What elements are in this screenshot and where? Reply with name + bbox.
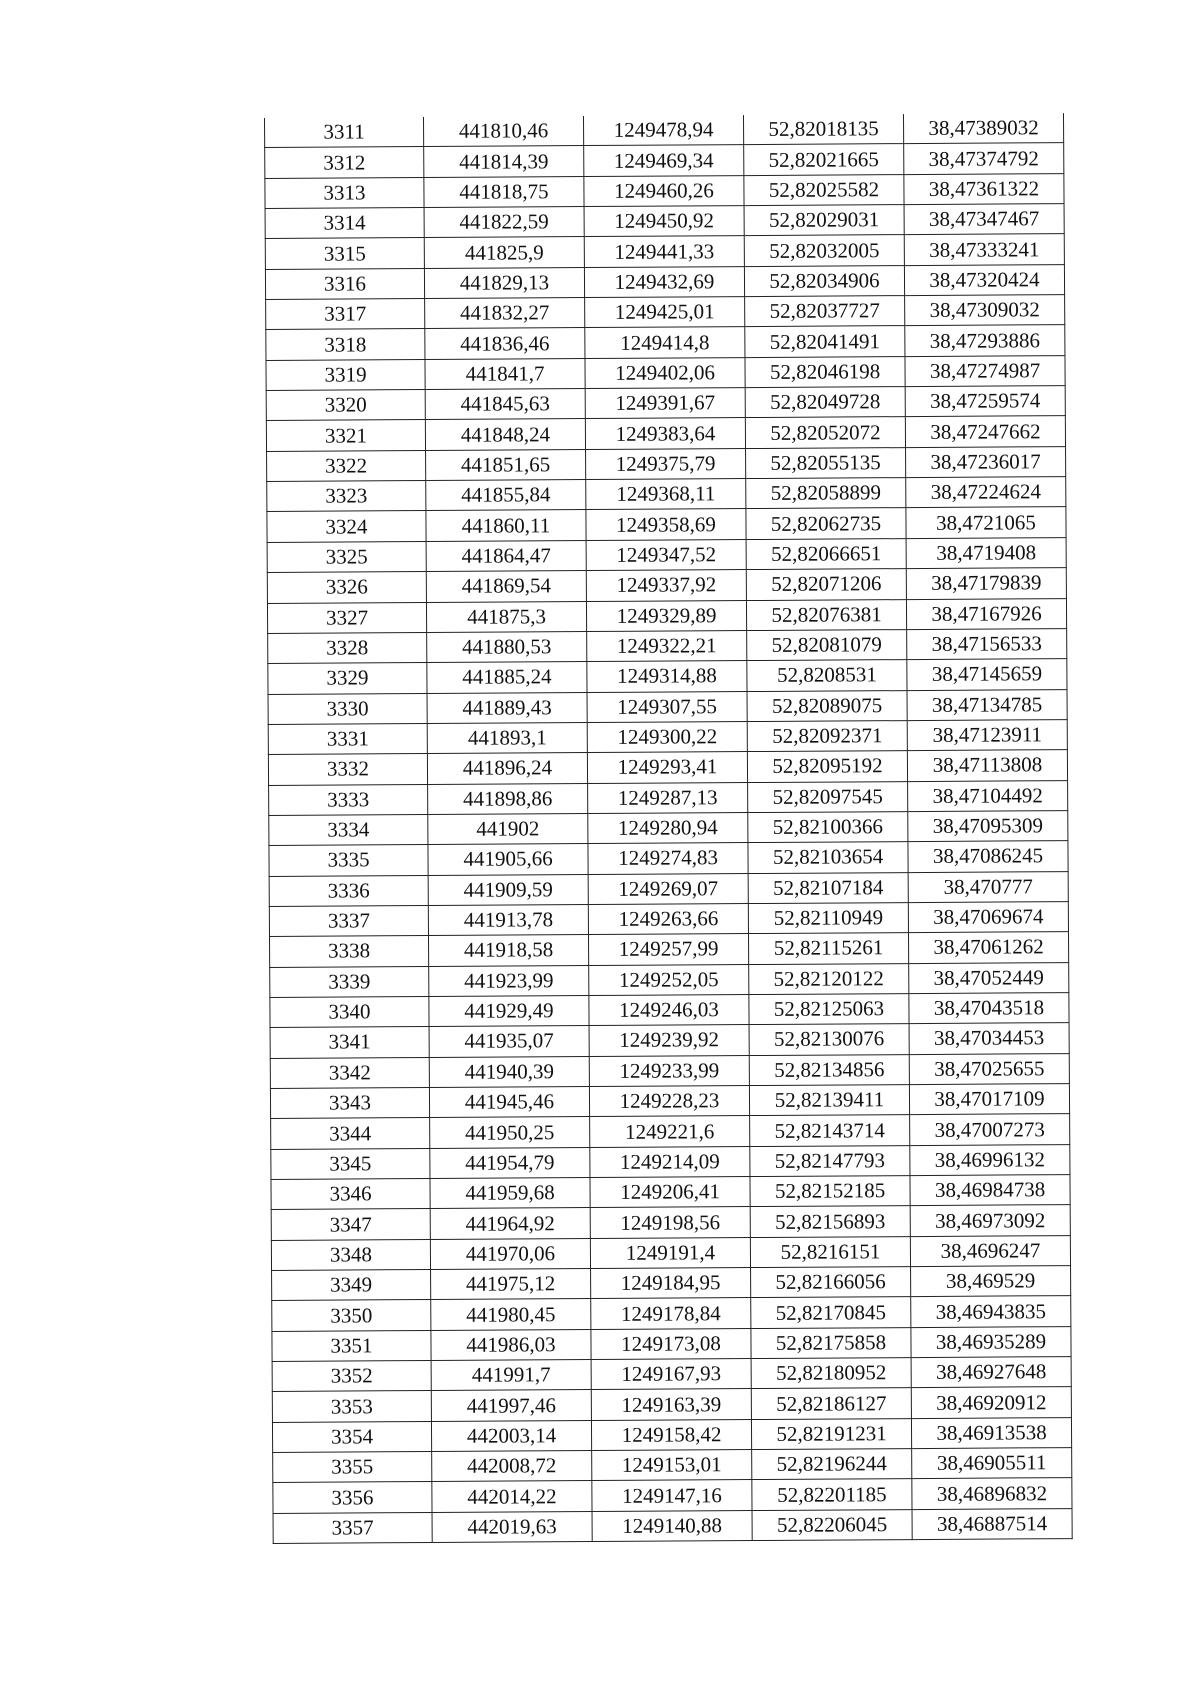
point-number-cell: 3315 xyxy=(265,238,424,269)
longitude-cell: 38,47247662 xyxy=(905,416,1065,447)
table-row xyxy=(265,204,1064,239)
x-coordinate-cell: 441935,07 xyxy=(429,1026,589,1057)
longitude-cell: 38,46935289 xyxy=(911,1326,1071,1357)
longitude-cell: 38,46920912 xyxy=(911,1387,1071,1418)
point-number-cell: 3331 xyxy=(268,723,427,754)
point-number-cell: 3337 xyxy=(269,905,428,936)
table-row xyxy=(273,1478,1072,1513)
longitude-cell: 38,47043518 xyxy=(909,993,1069,1024)
x-coordinate-cell: 441848,24 xyxy=(425,419,585,450)
point-number-cell: 3354 xyxy=(272,1421,431,1452)
longitude-cell: 38,47086245 xyxy=(908,841,1068,872)
point-number-cell: 3311 xyxy=(265,117,424,148)
y-coordinate-cell: 1249425,01 xyxy=(585,297,745,328)
longitude-cell: 38,4719408 xyxy=(906,537,1066,568)
longitude-cell: 38,46973092 xyxy=(910,1205,1070,1236)
point-number-cell: 3334 xyxy=(269,814,428,845)
point-number-cell: 3355 xyxy=(273,1452,432,1483)
point-number-cell: 3313 xyxy=(265,177,424,208)
table-row xyxy=(265,264,1064,299)
point-number-cell: 3321 xyxy=(266,420,425,451)
point-number-cell: 3330 xyxy=(268,693,427,724)
y-coordinate-cell: 1249239,92 xyxy=(589,1025,749,1056)
table-row xyxy=(270,932,1069,967)
table-row xyxy=(267,446,1066,481)
longitude-cell: 38,46887514 xyxy=(912,1508,1072,1539)
longitude-cell: 38,46943835 xyxy=(911,1296,1071,1327)
x-coordinate-cell: 441864,47 xyxy=(426,540,586,571)
point-number-cell: 3320 xyxy=(266,390,425,421)
longitude-cell: 38,4696247 xyxy=(910,1235,1070,1266)
point-number-cell: 3333 xyxy=(269,784,428,815)
x-coordinate-cell: 441898,86 xyxy=(428,783,588,814)
longitude-cell: 38,47061262 xyxy=(908,932,1068,963)
table-row xyxy=(266,386,1065,421)
longitude-cell: 38,47333241 xyxy=(904,234,1064,265)
y-coordinate-cell: 1249158,42 xyxy=(591,1419,751,1450)
latitude-cell: 52,82125063 xyxy=(749,994,909,1025)
latitude-cell: 52,82025582 xyxy=(744,174,904,205)
x-coordinate-cell: 441841,7 xyxy=(425,358,585,389)
table-row xyxy=(271,1175,1070,1210)
latitude-cell: 52,82206045 xyxy=(752,1509,912,1540)
y-coordinate-cell: 1249163,39 xyxy=(591,1389,751,1420)
longitude-cell: 38,47224624 xyxy=(906,477,1066,508)
y-coordinate-cell: 1249300,22 xyxy=(587,721,747,752)
latitude-cell: 52,82170845 xyxy=(751,1297,911,1328)
y-coordinate-cell: 1249206,41 xyxy=(590,1177,750,1208)
table-row xyxy=(273,1508,1072,1543)
point-number-cell: 3346 xyxy=(271,1179,430,1210)
latitude-cell: 52,82058899 xyxy=(746,478,906,509)
table-row xyxy=(271,1114,1070,1149)
longitude-cell: 38,47361322 xyxy=(904,173,1064,204)
latitude-cell: 52,82095192 xyxy=(747,751,907,782)
table-row xyxy=(272,1387,1071,1422)
y-coordinate-cell: 1249246,03 xyxy=(589,995,749,1026)
longitude-cell: 38,47156533 xyxy=(907,628,1067,659)
table-row xyxy=(266,295,1065,330)
table-row xyxy=(270,993,1069,1028)
point-number-cell: 3342 xyxy=(270,1057,429,1088)
longitude-cell: 38,47309032 xyxy=(905,295,1065,326)
x-coordinate-cell: 441970,06 xyxy=(430,1238,590,1269)
point-number-cell: 3318 xyxy=(266,329,425,360)
latitude-cell: 52,82037727 xyxy=(745,296,905,327)
x-coordinate-cell: 442008,72 xyxy=(432,1451,592,1482)
point-number-cell: 3336 xyxy=(269,875,428,906)
y-coordinate-cell: 1249432,69 xyxy=(584,266,744,297)
x-coordinate-cell: 441940,39 xyxy=(429,1056,589,1087)
point-number-cell: 3332 xyxy=(268,754,427,785)
y-coordinate-cell: 1249322,21 xyxy=(587,630,747,661)
x-coordinate-cell: 441832,27 xyxy=(425,298,585,329)
latitude-cell: 52,82066651 xyxy=(746,538,906,569)
longitude-cell: 38,46927648 xyxy=(911,1357,1071,1388)
x-coordinate-cell: 441845,63 xyxy=(425,389,585,420)
table-row xyxy=(267,507,1066,542)
table-row xyxy=(272,1357,1071,1392)
latitude-cell: 52,82186127 xyxy=(751,1388,911,1419)
y-coordinate-cell: 1249184,95 xyxy=(591,1268,751,1299)
longitude-cell: 38,47320424 xyxy=(904,264,1064,295)
x-coordinate-cell: 441959,68 xyxy=(430,1178,590,1209)
x-coordinate-cell: 441923,99 xyxy=(429,965,589,996)
y-coordinate-cell: 1249167,93 xyxy=(591,1359,751,1390)
longitude-cell: 38,4721065 xyxy=(906,507,1066,538)
table-row xyxy=(272,1266,1071,1301)
table-row xyxy=(266,325,1065,360)
longitude-cell: 38,47236017 xyxy=(906,446,1066,477)
latitude-cell: 52,82041491 xyxy=(745,326,905,357)
point-number-cell: 3323 xyxy=(267,481,426,512)
x-coordinate-cell: 441975,12 xyxy=(431,1269,591,1300)
longitude-cell: 38,47052449 xyxy=(909,962,1069,993)
y-coordinate-cell: 1249391,67 xyxy=(585,388,745,419)
y-coordinate-cell: 1249358,69 xyxy=(586,509,746,540)
latitude-cell: 52,82139411 xyxy=(749,1085,909,1116)
y-coordinate-cell: 1249450,92 xyxy=(584,206,744,237)
table-row xyxy=(272,1326,1071,1361)
table-row xyxy=(268,750,1067,785)
longitude-cell: 38,47293886 xyxy=(905,325,1065,356)
point-number-cell: 3356 xyxy=(273,1482,432,1513)
latitude-cell: 52,82032005 xyxy=(744,235,904,266)
y-coordinate-cell: 1249257,99 xyxy=(588,934,748,965)
point-number-cell: 3357 xyxy=(273,1512,432,1543)
table-row xyxy=(265,143,1064,178)
table-row xyxy=(265,234,1064,269)
latitude-cell: 52,82049728 xyxy=(745,387,905,418)
y-coordinate-cell: 1249337,92 xyxy=(586,570,746,601)
point-number-cell: 3348 xyxy=(271,1239,430,1270)
y-coordinate-cell: 1249153,01 xyxy=(592,1450,752,1481)
y-coordinate-cell: 1249414,8 xyxy=(585,327,745,358)
y-coordinate-cell: 1249221,6 xyxy=(590,1116,750,1147)
latitude-cell: 52,82134856 xyxy=(749,1054,909,1085)
x-coordinate-cell: 441836,46 xyxy=(425,328,585,359)
longitude-cell: 38,47123911 xyxy=(907,719,1067,750)
x-coordinate-cell: 441822,59 xyxy=(424,207,584,238)
x-coordinate-cell: 441869,54 xyxy=(426,571,586,602)
latitude-cell: 52,8208531 xyxy=(747,660,907,691)
y-coordinate-cell: 1249347,52 xyxy=(586,539,746,570)
table-row xyxy=(268,628,1067,663)
x-coordinate-cell: 441855,84 xyxy=(426,480,586,511)
point-number-cell: 3327 xyxy=(267,602,426,633)
x-coordinate-cell: 441945,46 xyxy=(429,1087,589,1118)
x-coordinate-cell: 441950,25 xyxy=(430,1117,590,1148)
y-coordinate-cell: 1249469,34 xyxy=(584,145,744,176)
latitude-cell: 52,82018135 xyxy=(743,114,903,145)
longitude-cell: 38,470777 xyxy=(908,871,1068,902)
latitude-cell: 52,82147793 xyxy=(750,1145,910,1176)
table-row xyxy=(267,568,1066,603)
x-coordinate-cell: 441964,92 xyxy=(430,1208,590,1239)
latitude-cell: 52,82201185 xyxy=(752,1479,912,1510)
latitude-cell: 52,82100366 xyxy=(748,811,908,842)
x-coordinate-cell: 441918,58 xyxy=(428,935,588,966)
latitude-cell: 52,82130076 xyxy=(749,1024,909,1055)
latitude-cell: 52,82166056 xyxy=(751,1267,911,1298)
point-number-cell: 3352 xyxy=(272,1361,431,1392)
point-number-cell: 3344 xyxy=(271,1118,430,1149)
point-number-cell: 3314 xyxy=(265,208,424,239)
point-number-cell: 3317 xyxy=(266,299,425,330)
y-coordinate-cell: 1249228,23 xyxy=(589,1086,749,1117)
y-coordinate-cell: 1249269,07 xyxy=(588,873,748,904)
x-coordinate-cell: 441893,1 xyxy=(427,722,587,753)
point-number-cell: 3341 xyxy=(270,1027,429,1058)
latitude-cell: 52,82029031 xyxy=(744,205,904,236)
point-number-cell: 3340 xyxy=(270,996,429,1027)
point-number-cell: 3319 xyxy=(266,359,425,390)
y-coordinate-cell: 1249368,11 xyxy=(586,479,746,510)
table-row xyxy=(270,1023,1069,1058)
y-coordinate-cell: 1249307,55 xyxy=(587,691,747,722)
point-number-cell: 3335 xyxy=(269,845,428,876)
x-coordinate-cell: 441818,75 xyxy=(424,176,584,207)
longitude-cell: 38,47374792 xyxy=(904,143,1064,174)
longitude-cell: 38,47134785 xyxy=(907,689,1067,720)
latitude-cell: 52,82115261 xyxy=(748,933,908,964)
x-coordinate-cell: 441896,24 xyxy=(427,753,587,784)
x-coordinate-cell: 442014,22 xyxy=(432,1481,592,1512)
y-coordinate-cell: 1249293,41 xyxy=(587,752,747,783)
y-coordinate-cell: 1249214,09 xyxy=(590,1146,750,1177)
point-number-cell: 3324 xyxy=(267,511,426,542)
latitude-cell: 52,82110949 xyxy=(748,903,908,934)
latitude-cell: 52,82103654 xyxy=(748,842,908,873)
table-row xyxy=(270,1053,1069,1088)
point-number-cell: 3312 xyxy=(265,147,424,178)
table-row xyxy=(268,689,1067,724)
point-number-cell: 3347 xyxy=(271,1209,430,1240)
table-row xyxy=(272,1417,1071,1452)
longitude-cell: 38,46984738 xyxy=(910,1175,1070,1206)
point-number-cell: 3343 xyxy=(270,1088,429,1119)
point-number-cell: 3339 xyxy=(270,966,429,997)
latitude-cell: 52,82191231 xyxy=(751,1418,911,1449)
latitude-cell: 52,82120122 xyxy=(749,963,909,994)
latitude-cell: 52,82196244 xyxy=(752,1449,912,1480)
table-row xyxy=(266,416,1065,451)
latitude-cell: 52,82089075 xyxy=(747,690,907,721)
longitude-cell: 38,47025655 xyxy=(909,1053,1069,1084)
longitude-cell: 38,47347467 xyxy=(904,204,1064,235)
point-number-cell: 3329 xyxy=(268,663,427,694)
table-row xyxy=(270,962,1069,997)
x-coordinate-cell: 441810,46 xyxy=(423,116,583,147)
longitude-cell: 38,47104492 xyxy=(908,780,1068,811)
point-number-cell: 3316 xyxy=(265,268,424,299)
latitude-cell: 52,82156893 xyxy=(750,1206,910,1237)
table-row xyxy=(272,1296,1071,1331)
point-number-cell: 3349 xyxy=(272,1270,431,1301)
table-row xyxy=(268,719,1067,754)
point-number-cell: 3338 xyxy=(270,936,429,967)
x-coordinate-cell: 441851,65 xyxy=(426,449,586,480)
longitude-cell: 38,46913538 xyxy=(911,1417,1071,1448)
x-coordinate-cell: 441991,7 xyxy=(431,1360,591,1391)
y-coordinate-cell: 1249178,84 xyxy=(591,1298,751,1329)
latitude-cell: 52,82071206 xyxy=(746,569,906,600)
x-coordinate-cell: 442019,63 xyxy=(432,1511,592,1542)
y-coordinate-cell: 1249173,08 xyxy=(591,1328,751,1359)
x-coordinate-cell: 441875,3 xyxy=(426,601,586,632)
y-coordinate-cell: 1249233,99 xyxy=(589,1055,749,1086)
latitude-cell: 52,82055135 xyxy=(746,447,906,478)
x-coordinate-cell: 441902 xyxy=(428,813,588,844)
point-number-cell: 3353 xyxy=(272,1391,431,1422)
coordinates-table xyxy=(264,113,1073,1544)
latitude-cell: 52,82052072 xyxy=(745,417,905,448)
table-row xyxy=(269,902,1068,937)
latitude-cell: 52,82046198 xyxy=(745,356,905,387)
table-row xyxy=(266,355,1065,390)
table-row xyxy=(271,1235,1070,1270)
longitude-cell: 38,47389032 xyxy=(903,113,1063,144)
coordinates-table-body xyxy=(265,113,1073,1544)
longitude-cell: 38,46996132 xyxy=(910,1144,1070,1175)
point-number-cell: 3345 xyxy=(271,1148,430,1179)
table-row xyxy=(269,811,1068,846)
longitude-cell: 38,469529 xyxy=(911,1266,1071,1297)
table-row xyxy=(270,1084,1069,1119)
x-coordinate-cell: 441954,79 xyxy=(430,1147,590,1178)
longitude-cell: 38,46896832 xyxy=(912,1478,1072,1509)
y-coordinate-cell: 1249287,13 xyxy=(588,782,748,813)
point-number-cell: 3350 xyxy=(272,1300,431,1331)
longitude-cell: 38,47034453 xyxy=(909,1023,1069,1054)
x-coordinate-cell: 441929,49 xyxy=(429,996,589,1027)
point-number-cell: 3328 xyxy=(268,632,427,663)
table-row xyxy=(271,1144,1070,1179)
longitude-cell: 38,47017109 xyxy=(909,1084,1069,1115)
x-coordinate-cell: 441913,78 xyxy=(428,904,588,935)
y-coordinate-cell: 1249314,88 xyxy=(587,661,747,692)
latitude-cell: 52,82097545 xyxy=(748,781,908,812)
latitude-cell: 52,82034906 xyxy=(744,265,904,296)
x-coordinate-cell: 441889,43 xyxy=(427,692,587,723)
table-row xyxy=(267,477,1066,512)
table-row xyxy=(267,598,1066,633)
table-row xyxy=(273,1448,1072,1483)
table-row xyxy=(269,780,1068,815)
latitude-cell: 52,82152185 xyxy=(750,1176,910,1207)
point-number-cell: 3326 xyxy=(267,572,426,603)
x-coordinate-cell: 441980,45 xyxy=(431,1299,591,1330)
longitude-cell: 38,47007273 xyxy=(910,1114,1070,1145)
table-row xyxy=(269,871,1068,906)
y-coordinate-cell: 1249198,56 xyxy=(590,1207,750,1238)
latitude-cell: 52,82107184 xyxy=(748,872,908,903)
table-row xyxy=(267,537,1066,572)
y-coordinate-cell: 1249478,94 xyxy=(583,115,743,146)
y-coordinate-cell: 1249375,79 xyxy=(586,448,746,479)
longitude-cell: 38,47069674 xyxy=(908,902,1068,933)
longitude-cell: 38,47274987 xyxy=(905,355,1065,386)
point-number-cell: 3351 xyxy=(272,1330,431,1361)
longitude-cell: 38,47095309 xyxy=(908,811,1068,842)
longitude-cell: 38,47113808 xyxy=(907,750,1067,781)
x-coordinate-cell: 441814,39 xyxy=(424,146,584,177)
latitude-cell: 52,8216151 xyxy=(750,1236,910,1267)
point-number-cell: 3325 xyxy=(267,541,426,572)
table-row xyxy=(268,659,1067,694)
y-coordinate-cell: 1249280,94 xyxy=(588,812,748,843)
y-coordinate-cell: 1249402,06 xyxy=(585,357,745,388)
longitude-cell: 38,47145659 xyxy=(907,659,1067,690)
y-coordinate-cell: 1249460,26 xyxy=(584,175,744,206)
x-coordinate-cell: 441829,13 xyxy=(424,267,584,298)
latitude-cell: 52,82021665 xyxy=(744,144,904,175)
y-coordinate-cell: 1249274,83 xyxy=(588,843,748,874)
latitude-cell: 52,82143714 xyxy=(750,1115,910,1146)
x-coordinate-cell: 441997,46 xyxy=(431,1390,591,1421)
latitude-cell: 52,82081079 xyxy=(747,629,907,660)
longitude-cell: 38,47179839 xyxy=(906,568,1066,599)
latitude-cell: 52,82092371 xyxy=(747,720,907,751)
longitude-cell: 38,47259574 xyxy=(905,386,1065,417)
table-row xyxy=(271,1205,1070,1240)
latitude-cell: 52,82062735 xyxy=(746,508,906,539)
table-row xyxy=(269,841,1068,876)
longitude-cell: 38,46905511 xyxy=(912,1448,1072,1479)
latitude-cell: 52,82180952 xyxy=(751,1358,911,1389)
y-coordinate-cell: 1249140,88 xyxy=(592,1510,752,1541)
latitude-cell: 52,82076381 xyxy=(746,599,906,630)
y-coordinate-cell: 1249191,4 xyxy=(590,1237,750,1268)
x-coordinate-cell: 441825,9 xyxy=(424,237,584,268)
table-row xyxy=(265,173,1064,208)
y-coordinate-cell: 1249329,89 xyxy=(586,600,746,631)
y-coordinate-cell: 1249383,64 xyxy=(585,418,745,449)
x-coordinate-cell: 441986,03 xyxy=(431,1329,591,1360)
y-coordinate-cell: 1249147,16 xyxy=(592,1480,752,1511)
x-coordinate-cell: 442003,14 xyxy=(431,1420,591,1451)
x-coordinate-cell: 441905,66 xyxy=(428,844,588,875)
latitude-cell: 52,82175858 xyxy=(751,1327,911,1358)
y-coordinate-cell: 1249441,33 xyxy=(584,236,744,267)
x-coordinate-cell: 441885,24 xyxy=(427,662,587,693)
x-coordinate-cell: 441860,11 xyxy=(426,510,586,541)
longitude-cell: 38,47167926 xyxy=(906,598,1066,629)
y-coordinate-cell: 1249252,05 xyxy=(589,964,749,995)
point-number-cell: 3322 xyxy=(267,450,426,481)
x-coordinate-cell: 441909,59 xyxy=(428,874,588,905)
table-row xyxy=(265,113,1064,148)
x-coordinate-cell: 441880,53 xyxy=(427,631,587,662)
y-coordinate-cell: 1249263,66 xyxy=(588,903,748,934)
